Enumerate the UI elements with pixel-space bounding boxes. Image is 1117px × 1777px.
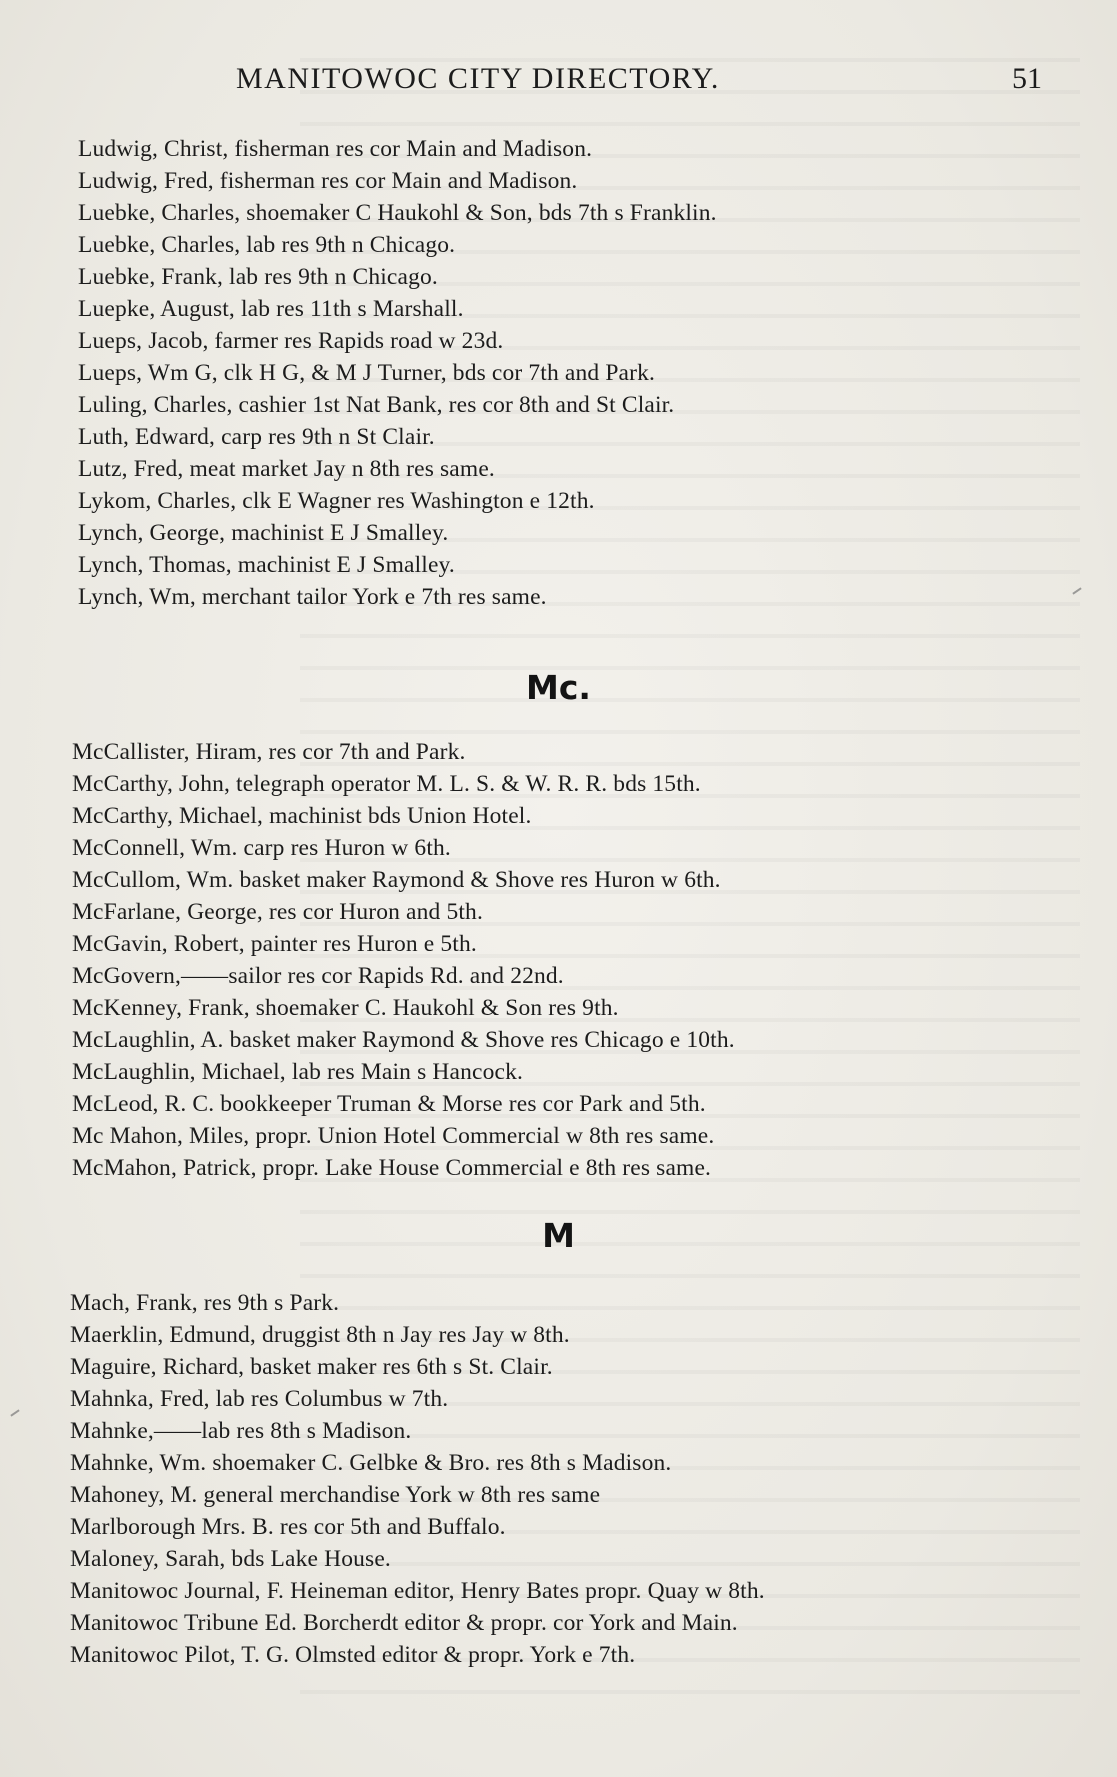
directory-entry: Maloney, Sarah, bds Lake House.: [70, 1546, 391, 1572]
running-title: MANITOWOC CITY DIRECTORY.: [236, 62, 720, 95]
directory-entry: Lueps, Wm G, clk H G, & M J Turner, bds cor 7th and Park.: [78, 360, 656, 386]
directory-entry: Luebke, Charles, lab res 9th n Chicago.: [78, 232, 456, 258]
directory-entry: Luling, Charles, cashier 1st Nat Bank, res cor 8th and St Clair.: [78, 392, 675, 418]
stray-mark: [1072, 587, 1081, 594]
directory-entry: Manitowoc Pilot, T. G. Olmsted editor & propr. York e 7th.: [70, 1642, 636, 1668]
directory-entry: Manitowoc Journal, F. Heineman editor, Henry Bates propr. Quay w 8th.: [70, 1578, 765, 1604]
directory-entry: McGovern,——sailor res cor Rapids Rd. and 22nd.: [72, 963, 564, 989]
stray-mark: [10, 1409, 19, 1416]
directory-entry: Mahnke, Wm. shoemaker C. Gelbke & Bro. res 8th s Madison.: [70, 1450, 672, 1476]
directory-entry: McCarthy, Michael, machinist bds Union Hotel.: [72, 803, 532, 829]
directory-entry: Lynch, Wm, merchant tailor York e 7th res same.: [78, 584, 547, 610]
directory-entry: Luebke, Charles, shoemaker C Haukohl & Son, bds 7th s Franklin.: [78, 200, 717, 226]
directory-entry: McMahon, Patrick, propr. Lake House Commercial e 8th res same.: [72, 1155, 712, 1181]
directory-entry: Lynch, Thomas, machinist E J Smalley.: [78, 552, 455, 578]
directory-entry: McCarthy, John, telegraph operator M. L. S. & W. R. R. bds 15th.: [72, 771, 701, 797]
directory-entry: McLaughlin, A. basket maker Raymond & Shove res Chicago e 10th.: [72, 1027, 735, 1053]
directory-entry: McKenney, Frank, shoemaker C. Haukohl & Son res 9th.: [72, 995, 619, 1021]
directory-entry: Mach, Frank, res 9th s Park.: [70, 1290, 340, 1316]
directory-entry: McFarlane, George, res cor Huron and 5th.: [72, 899, 483, 925]
directory-entry: McLaughlin, Michael, lab res Main s Hancock.: [72, 1059, 524, 1085]
directory-entry: Mahoney, M. general merchandise York w 8th res same: [70, 1482, 601, 1508]
directory-entry: Mahnke,——lab res 8th s Madison.: [70, 1418, 412, 1444]
directory-entry: McConnell, Wm. carp res Huron w 6th.: [72, 835, 451, 861]
directory-entry: Lykom, Charles, clk E Wagner res Washington e 12th.: [78, 488, 595, 514]
directory-entry: Marlborough Mrs. B. res cor 5th and Buffalo.: [70, 1514, 506, 1540]
page-header: [0, 62, 1117, 102]
directory-entry: McCallister, Hiram, res cor 7th and Park.: [72, 739, 466, 765]
directory-entry: McGavin, Robert, painter res Huron e 5th.: [72, 931, 477, 957]
directory-entry: Mahnka, Fred, lab res Columbus w 7th.: [70, 1386, 449, 1412]
directory-entry: Ludwig, Christ, fisherman res cor Main and Madison.: [78, 136, 593, 162]
directory-entry: McLeod, R. C. bookkeeper Truman & Morse res cor Park and 5th.: [72, 1091, 706, 1117]
directory-entry: Lynch, George, machinist E J Smalley.: [78, 520, 449, 546]
directory-entry: Manitowoc Tribune Ed. Borcherdt editor & propr. cor York and Main.: [70, 1610, 738, 1636]
directory-entry: McCullom, Wm. basket maker Raymond & Shove res Huron w 6th.: [72, 867, 721, 893]
directory-entry: Lutz, Fred, meat market Jay n 8th res same.: [78, 456, 495, 482]
page-number: 51: [1012, 62, 1042, 95]
directory-entry: Maguire, Richard, basket maker res 6th s St. Clair.: [70, 1354, 553, 1380]
section-heading-m: M: [542, 1216, 575, 1255]
directory-entry: Maerklin, Edmund, druggist 8th n Jay res Jay w 8th.: [70, 1322, 570, 1348]
directory-entry: Luebke, Frank, lab res 9th n Chicago.: [78, 264, 438, 290]
directory-entry: Ludwig, Fred, fisherman res cor Main and Madison.: [78, 168, 578, 194]
section-heading-mc: Mc.: [526, 668, 591, 707]
directory-entry: Mc Mahon, Miles, propr. Union Hotel Commercial w 8th res same.: [72, 1123, 715, 1149]
directory-entry: Lueps, Jacob, farmer res Rapids road w 23d.: [78, 328, 504, 354]
directory-entry: Luth, Edward, carp res 9th n St Clair.: [78, 424, 435, 450]
directory-entry: Luepke, August, lab res 11th s Marshall.: [78, 296, 464, 322]
